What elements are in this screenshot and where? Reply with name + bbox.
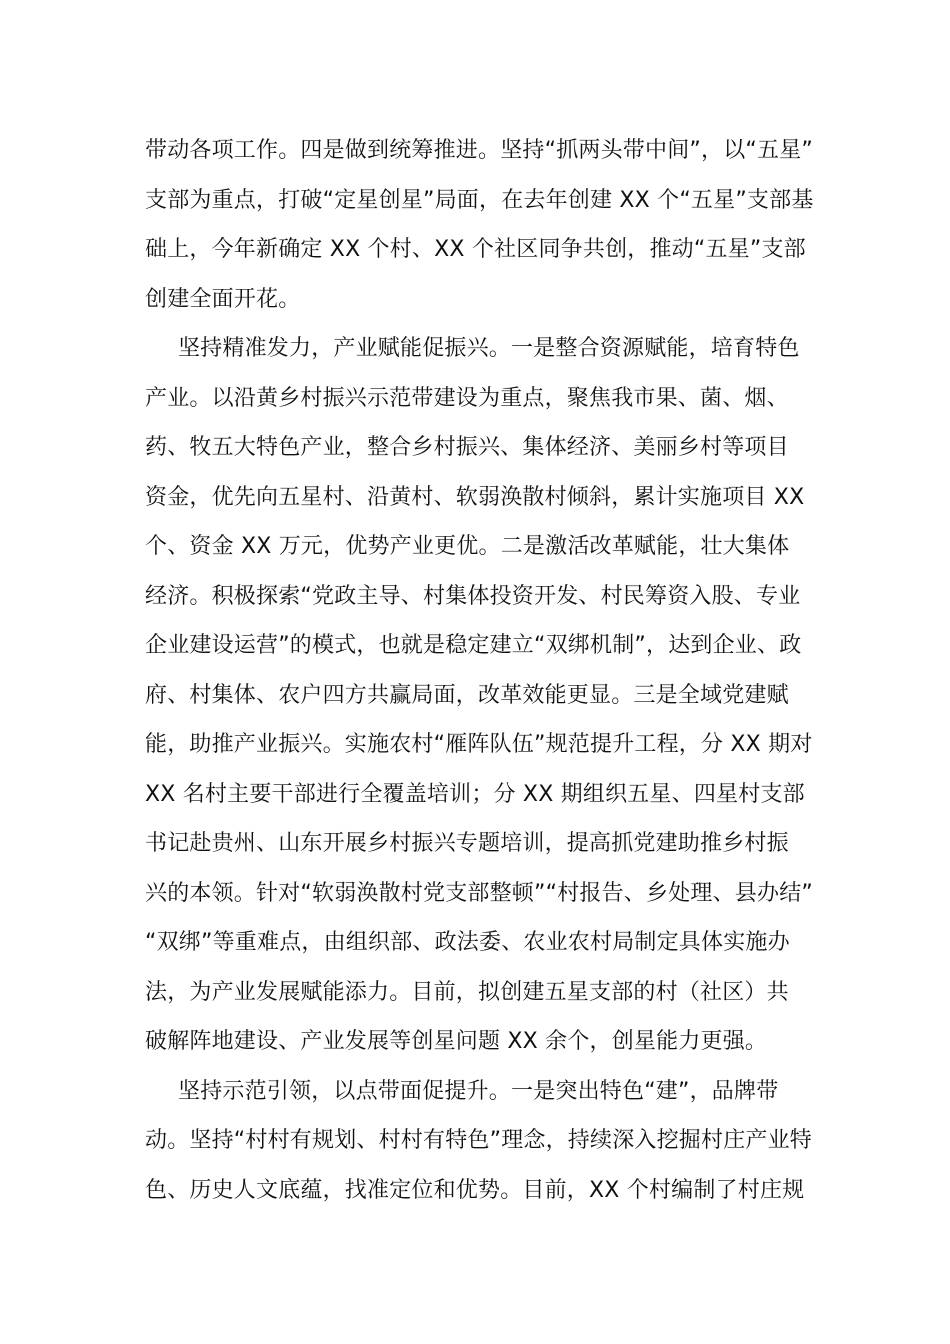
paragraph-2 xyxy=(145,324,813,1067)
text-line: 府、村集体、农户四方共赢局面，改革效能更显。三是全域党建赋 xyxy=(145,682,789,708)
text-line: 创建全面开花。 xyxy=(145,286,301,312)
text-line: 动。坚持“村村有规划、村村有特色”理念，持续深入挖掘村庄产业特 xyxy=(145,1128,812,1153)
text-line: “双绑”等重难点，由组织部、政法委、农业农村局制定具体实施办 xyxy=(145,930,790,955)
text-line: 资金，优先向五星村、沿黄村、软弱涣散村倾斜，累计实施项目 XX xyxy=(145,484,805,510)
text-line: XX 名村主要干部进行全覆盖培训；分 XX 期组织五星、四星村支部 xyxy=(145,781,805,807)
text-line: 支部为重点，打破“定星创星”局面，在去年创建 XX 个“五星”支部基 xyxy=(145,187,814,213)
document-body xyxy=(145,126,814,1215)
paragraph-3 xyxy=(145,1067,812,1216)
text-line: 产业。以沿黄乡村振兴示范带建设为重点，聚焦我市果、菌、烟、 xyxy=(145,385,789,411)
text-line: 色、历史人文底蕴，找准定位和优势。目前，XX 个村编制了村庄规 xyxy=(145,1177,805,1203)
text-line: 破解阵地建设、产业发展等创星问题 XX 余个，创星能力更强。 xyxy=(145,1029,768,1054)
text-line-first: 坚持示范引领，以点带面促提升。一是突出特色“建”，品牌带 xyxy=(178,1078,779,1104)
text-line: 药、牧五大特色产业，整合乡村振兴、集体经济、美丽乡村等项目 xyxy=(145,435,789,460)
text-line: 书记赴贵州、山东开展乡村振兴专题培训，提高抓党建助推乡村振 xyxy=(145,831,789,856)
text-line: 法，为产业发展赋能添力。目前，拟创建五星支部的村（社区）共 xyxy=(145,979,789,1005)
text-line: 经济。积极探索“党政主导、村集体投资开发、村民筹资入股、专业 xyxy=(145,583,801,609)
text-line: 个、资金 XX 万元，优势产业更优。二是激活改革赋能，壮大集体 xyxy=(145,534,790,559)
paragraph-1 xyxy=(145,126,814,324)
text-line: 兴的本领。针对“软弱涣散村党支部整顿”“村报告、乡处理、县办结” xyxy=(145,880,813,906)
text-line: 能，助推产业振兴。实施农村“雁阵队伍”规范提升工程，分 XX 期对 xyxy=(145,732,813,757)
text-line: 带动各项工作。四是做到统筹推进。坚持“抓两头带中间”，以“五星” xyxy=(145,138,813,163)
text-line: 础上，今年新确定 XX 个村、XX 个社区同争共创，推动“五星”支部 xyxy=(145,237,806,262)
text-line-first: 坚持精准发力，产业赋能促振兴。一是整合资源赋能，培育特色 xyxy=(178,336,800,361)
text-line: 企业建设运营”的模式，也就是稳定建立“双绑机制”，达到企业、政 xyxy=(145,633,802,658)
